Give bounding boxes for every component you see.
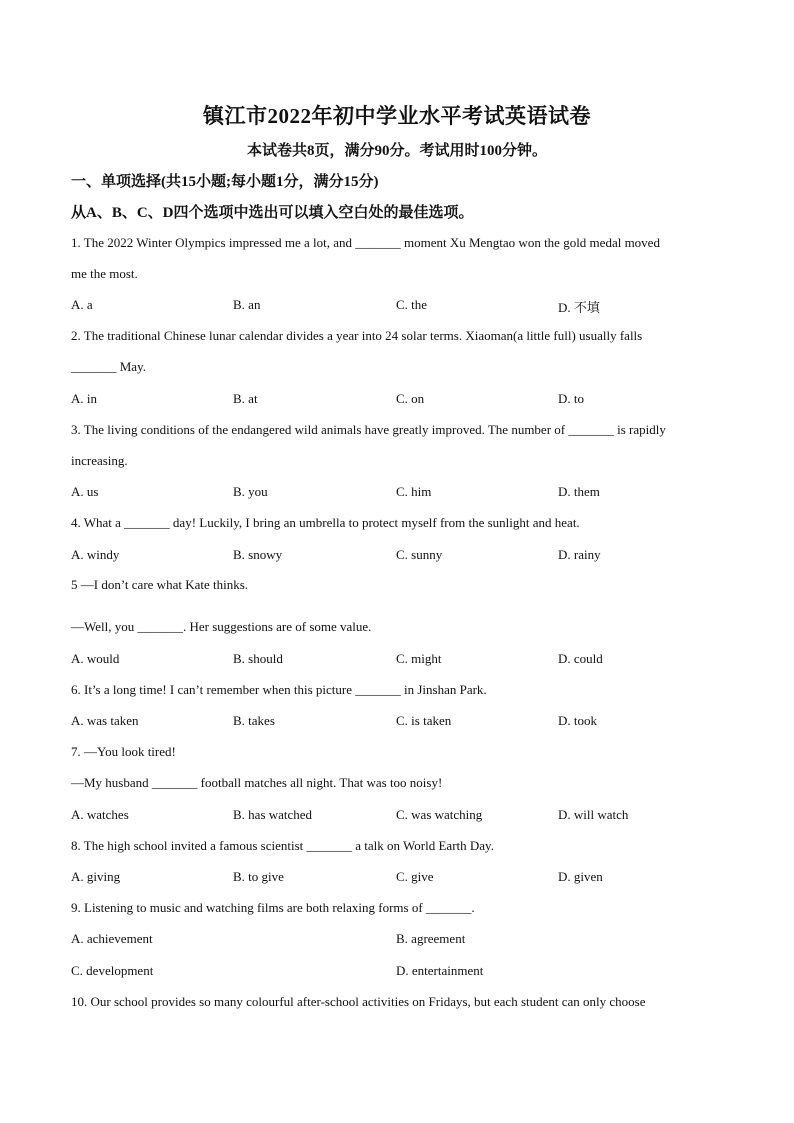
question-9-text: 9. Listening to music and watching films are both relaxing forms of _______. <box>71 900 475 915</box>
question-1-option-d: D. 不填 <box>558 300 600 315</box>
question-7-text: 7. —You look tired! <box>71 744 176 759</box>
question-5-option-a: A. would <box>71 651 120 666</box>
question-7-text-cont: —My husband _______ football matches all night. That was too noisy! <box>71 775 443 790</box>
question-5-option-d: D. could <box>558 651 603 666</box>
question-2-option-b: B. at <box>233 391 258 406</box>
question-3-option-a: A. us <box>71 484 99 499</box>
question-4-option-b: B. snowy <box>233 547 283 562</box>
question-1-option-c: C. the <box>396 297 428 312</box>
question-2-option-a: A. in <box>71 391 97 406</box>
question-9-option-a: A. achievement <box>71 931 153 946</box>
question-3-text: 3. The living conditions of the endangered wild animals have greatly improved. The number of _______ is rapidly <box>71 422 666 437</box>
exam-title: 镇江市2022年初中学业水平考试英语试卷 <box>203 104 591 128</box>
exam-subtitle: 本试卷共8页，满分90分。考试用时100分钟。 <box>246 143 547 159</box>
question-1-text-cont: me the most. <box>71 266 138 281</box>
question-3-text-cont: increasing. <box>71 453 128 468</box>
question-6-option-c: C. is taken <box>396 713 452 728</box>
question-4-text: 4. What a _______ day! Luckily, I bring an umbrella to protect myself from the sunlight and heat. <box>71 515 580 530</box>
question-4-option-a: A. windy <box>71 547 120 562</box>
question-2-option-d: D. to <box>558 391 584 406</box>
question-6-text: 6. It’s a long time! I can’t remember when this picture _______ in Jinshan Park. <box>71 682 487 697</box>
question-5-option-b: B. should <box>233 651 283 666</box>
question-4-option-d: D. rainy <box>558 547 601 562</box>
question-6-option-d: D. took <box>558 713 597 728</box>
question-3-option-b: B. you <box>233 484 268 499</box>
question-5-text: 5 —I don’t care what Kate thinks. <box>71 577 249 592</box>
question-2-option-c: C. on <box>396 391 425 406</box>
question-8-text: 8. The high school invited a famous scientist _______ a talk on World Earth Day. <box>71 838 494 853</box>
question-8-option-d: D. given <box>558 869 603 884</box>
question-3-option-d: D. them <box>558 484 600 499</box>
question-1-text: 1. The 2022 Winter Olympics impressed me a lot, and _______ moment Xu Mengtao won the gold medal moved <box>71 235 660 250</box>
question-2-text: 2. The traditional Chinese lunar calendar divides a year into 24 solar terms. Xiaoman(a little full) usually falls <box>71 328 643 343</box>
section-heading: 一、单项选择(共15小题;每小题1分，满分15分) <box>71 174 379 190</box>
section-instruction: 从A、B、C、D四个选项中选出可以填入空白处的最佳选项。 <box>71 205 474 221</box>
question-7-option-b: B. has watched <box>233 807 313 822</box>
question-8-option-a: A. giving <box>71 869 121 884</box>
question-5-option-c: C. might <box>396 651 442 666</box>
question-1-option-b: B. an <box>233 297 261 312</box>
question-1-option-a: A. a <box>71 297 93 312</box>
question-4-option-c: C. sunny <box>396 547 443 562</box>
question-6-option-b: B. takes <box>233 713 275 728</box>
question-7-option-a: A. watches <box>71 807 129 822</box>
question-7-option-d: D. will watch <box>558 807 629 822</box>
question-8-option-c: C. give <box>396 869 434 884</box>
question-5-text-cont: —Well, you _______. Her suggestions are of some value. <box>71 619 372 634</box>
question-9-option-b: B. agreement <box>396 931 466 946</box>
question-9-option-c: C. development <box>71 963 154 978</box>
question-3-option-c: C. him <box>396 484 432 499</box>
question-7-option-c: C. was watching <box>396 807 483 822</box>
question-9-option-d: D. entertainment <box>396 963 484 978</box>
question-10-text: 10. Our school provides so many colourful after-school activities on Fridays, but each student can only choose <box>71 994 646 1009</box>
question-6-option-a: A. was taken <box>71 713 139 728</box>
question-8-option-b: B. to give <box>233 869 284 884</box>
question-2-text-cont: _______ May. <box>71 359 146 374</box>
